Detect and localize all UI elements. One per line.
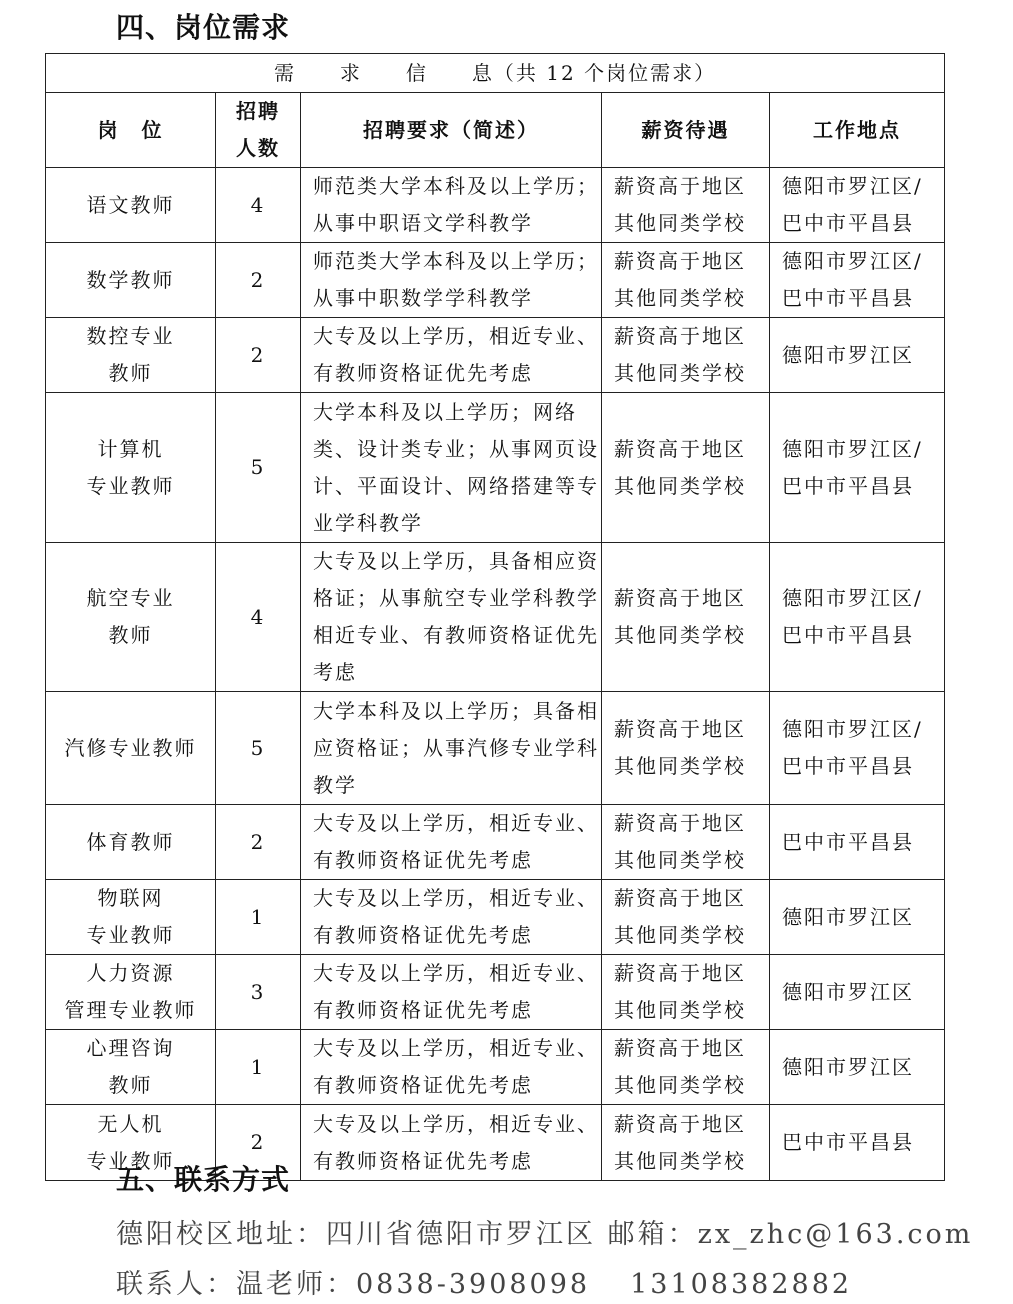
email-value: zx_zhc@163.com [697, 1219, 974, 1250]
requirement-cell [301, 880, 602, 955]
count-cell: 1 [216, 880, 301, 955]
count-cell: 1 [216, 1030, 301, 1105]
table-caption: 需 求 信 息（共 12 个岗位需求） [46, 54, 945, 93]
requirement-cell-line: 考虑 [313, 660, 357, 684]
requirement-cell [301, 543, 602, 692]
address-value: 四川省德阳市罗江区 [326, 1219, 596, 1250]
count-cell: 4 [216, 543, 301, 692]
requirement-cell-line: 有教师资格证优先考虑 [313, 998, 533, 1022]
salary-cell [602, 1030, 770, 1105]
position-cell [46, 243, 216, 318]
requirement-cell [301, 318, 602, 393]
requirement-cell-line: 有教师资格证优先考虑 [313, 1073, 533, 1097]
position-cell-line: 教师 [108, 361, 153, 385]
location-cell [770, 168, 945, 243]
phone-1: 0838-3908098 [356, 1269, 591, 1300]
requirement-cell-line: 类、设计类专业；从事网页设 [313, 436, 599, 461]
requirement-cell-line: 师范类大学本科及以上学历； [313, 249, 599, 273]
count-cell: 5 [216, 393, 301, 543]
location-cell-line: 德阳市罗江区 [782, 342, 914, 367]
position-cell-line: 专业教师 [86, 923, 175, 947]
requirement-cell-line: 大学本科及以上学历；网络 [313, 399, 577, 424]
header-requirement: 招聘要求（简述） [301, 93, 602, 168]
table-row [46, 318, 945, 393]
table-row [46, 955, 945, 1030]
requirement-cell-line: 从事中职语文学科教学 [313, 211, 533, 235]
position-cell-line: 语文教师 [86, 192, 175, 217]
header-salary: 薪资待遇 [602, 93, 770, 168]
requirement-cell-line: 大专及以上学历，相近专业、 [313, 886, 599, 910]
count-cell: 2 [216, 243, 301, 318]
location-cell [770, 318, 945, 393]
location-cell [770, 880, 945, 955]
location-cell [770, 543, 945, 692]
email-label: 邮箱： [607, 1219, 698, 1250]
location-cell-line: 德阳市罗江区 [782, 904, 914, 929]
position-cell-line: 计算机 [97, 436, 164, 461]
header-position: 岗 位 [46, 93, 216, 168]
requirement-cell-line: 大专及以上学历，相近专业、 [313, 324, 599, 348]
requirement-cell-line: 大专及以上学历，相近专业、 [313, 811, 599, 835]
table-row [46, 1030, 945, 1105]
salary-cell-line: 薪资高于地区 [614, 324, 746, 348]
section-5-heading: 五、联系方式 [116, 1163, 291, 1196]
location-cell [770, 1030, 945, 1105]
salary-cell-line: 薪资高于地区 [614, 1111, 746, 1136]
position-cell-line: 数控专业 [86, 324, 175, 348]
location-cell-line: 巴中市平昌县 [782, 286, 914, 310]
salary-cell-line: 其他同类学校 [614, 848, 746, 872]
position-cell [46, 393, 216, 543]
location-cell-line: 德阳市罗江区/ [782, 436, 923, 461]
table-header-row [46, 93, 945, 168]
header-location: 工作地点 [770, 93, 945, 168]
salary-cell [602, 880, 770, 955]
header-count [216, 93, 301, 168]
salary-cell [602, 543, 770, 692]
location-cell [770, 393, 945, 543]
position-cell [46, 543, 216, 692]
salary-cell-line: 薪资高于地区 [614, 811, 746, 835]
position-cell-line: 管理专业教师 [64, 998, 197, 1022]
position-cell-line: 物联网 [97, 886, 164, 910]
position-cell [46, 805, 216, 880]
salary-cell-line: 其他同类学校 [614, 1148, 746, 1173]
table-row [46, 168, 945, 243]
requirement-cell [301, 1105, 602, 1181]
salary-cell [602, 318, 770, 393]
position-cell [46, 168, 216, 243]
requirement-cell [301, 805, 602, 880]
salary-cell-line: 其他同类学校 [614, 361, 746, 385]
salary-cell-line: 其他同类学校 [614, 286, 746, 310]
position-cell [46, 1030, 216, 1105]
salary-cell-line: 其他同类学校 [614, 1073, 746, 1097]
position-cell [46, 880, 216, 955]
table-row [46, 543, 945, 692]
location-cell-line: 德阳市罗江区/ [782, 717, 923, 741]
salary-cell [602, 243, 770, 318]
requirement-cell [301, 243, 602, 318]
job-requirements-table [45, 53, 945, 1181]
position-cell-line: 专业教师 [86, 473, 175, 498]
person-value: 温老师： [236, 1269, 356, 1300]
count-cell: 3 [216, 955, 301, 1030]
requirement-cell [301, 955, 602, 1030]
requirement-cell [301, 692, 602, 805]
salary-cell-line: 薪资高于地区 [614, 436, 746, 461]
location-cell-line: 巴中市平昌县 [782, 829, 914, 854]
requirement-cell [301, 168, 602, 243]
salary-cell [602, 168, 770, 243]
location-cell-line: 德阳市罗江区/ [782, 174, 923, 198]
position-cell-line: 体育教师 [86, 829, 175, 854]
phone-2: 13108382882 [630, 1269, 853, 1300]
salary-cell-line: 薪资高于地区 [614, 717, 746, 741]
count-cell: 2 [216, 318, 301, 393]
location-cell [770, 955, 945, 1030]
position-cell-line: 教师 [108, 623, 153, 647]
location-cell [770, 243, 945, 318]
count-cell: 2 [216, 1105, 301, 1181]
salary-cell [602, 1105, 770, 1181]
salary-cell [602, 955, 770, 1030]
requirement-cell-line: 教学 [313, 772, 357, 797]
requirement-cell [301, 1030, 602, 1105]
salary-cell-line: 其他同类学校 [614, 923, 746, 947]
count-cell: 4 [216, 168, 301, 243]
requirement-cell-line: 大学本科及以上学历；具备相 [313, 698, 599, 723]
location-cell-line: 巴中市平昌县 [782, 211, 914, 235]
table-row [46, 692, 945, 805]
requirement-cell-line: 师范类大学本科及以上学历； [313, 174, 599, 198]
location-cell-line: 德阳市罗江区/ [782, 586, 923, 610]
position-cell [46, 318, 216, 393]
requirement-cell-line: 计、平面设计、网络搭建等专 [313, 473, 599, 498]
location-cell-line: 巴中市平昌县 [782, 1130, 914, 1154]
contact-address-line [116, 1212, 973, 1251]
salary-cell-line: 其他同类学校 [614, 623, 746, 647]
section-4-heading: 四、岗位需求 [116, 11, 291, 44]
table-row [46, 805, 945, 880]
location-cell-line: 德阳市罗江区/ [782, 249, 923, 273]
requirement-cell-line: 大专及以上学历，具备相应资 [313, 549, 599, 573]
salary-cell-line: 薪资高于地区 [614, 961, 746, 985]
location-cell [770, 692, 945, 805]
salary-cell-line: 其他同类学校 [614, 473, 746, 498]
salary-cell-line: 其他同类学校 [614, 211, 746, 235]
position-cell-line: 专业教师 [86, 1148, 175, 1173]
salary-cell-line: 薪资高于地区 [614, 249, 746, 273]
position-cell-line: 人力资源 [86, 961, 175, 985]
salary-cell-line: 其他同类学校 [614, 754, 746, 778]
requirement-cell-line: 有教师资格证优先考虑 [313, 1148, 533, 1173]
position-cell-line: 无人机 [97, 1111, 164, 1136]
header-count-line2: 人数 [236, 136, 280, 160]
salary-cell-line: 薪资高于地区 [614, 1036, 746, 1060]
salary-cell [602, 805, 770, 880]
count-cell: 2 [216, 805, 301, 880]
position-cell-line: 教师 [108, 1073, 153, 1097]
requirement-cell-line: 格证；从事航空专业学科教学 [313, 586, 599, 610]
requirement-cell-line: 大专及以上学历，相近专业、 [313, 961, 599, 985]
position-cell-line: 心理咨询 [86, 1036, 175, 1060]
address-label: 德阳校区地址： [116, 1219, 326, 1250]
requirement-cell-line: 有教师资格证优先考虑 [313, 361, 533, 385]
salary-cell [602, 692, 770, 805]
location-cell-line: 德阳市罗江区 [782, 1054, 914, 1079]
table-row [46, 393, 945, 543]
requirement-cell-line: 有教师资格证优先考虑 [313, 923, 533, 947]
table-caption-row [46, 54, 945, 93]
person-label: 联系人： [116, 1269, 236, 1300]
header-count-line1: 招聘 [236, 99, 280, 123]
position-cell-line: 汽修专业教师 [64, 735, 197, 760]
contact-person-line [116, 1262, 852, 1301]
position-cell-line: 航空专业 [86, 586, 175, 610]
location-cell-line: 巴中市平昌县 [782, 623, 914, 647]
table-row [46, 880, 945, 955]
salary-cell-line: 薪资高于地区 [614, 886, 746, 910]
salary-cell [602, 393, 770, 543]
requirement-cell [301, 393, 602, 543]
location-cell-line: 巴中市平昌县 [782, 754, 914, 778]
position-cell [46, 692, 216, 805]
location-cell-line: 德阳市罗江区 [782, 979, 914, 1004]
requirement-cell-line: 从事中职数学学科教学 [313, 286, 533, 310]
requirement-cell-line: 大专及以上学历，相近专业、 [313, 1036, 599, 1060]
salary-cell-line: 其他同类学校 [614, 998, 746, 1022]
salary-cell-line: 薪资高于地区 [614, 586, 746, 610]
requirement-cell-line: 应资格证；从事汽修专业学科 [313, 735, 599, 760]
location-cell-line: 巴中市平昌县 [782, 473, 914, 498]
table-row [46, 243, 945, 318]
requirement-cell-line: 大专及以上学历，相近专业、 [313, 1111, 599, 1136]
position-cell [46, 955, 216, 1030]
salary-cell-line: 薪资高于地区 [614, 174, 746, 198]
count-cell: 5 [216, 692, 301, 805]
position-cell-line: 数学教师 [86, 267, 175, 292]
requirement-cell-line: 有教师资格证优先考虑 [313, 848, 533, 872]
requirement-cell-line: 业学科教学 [313, 510, 423, 535]
location-cell [770, 1105, 945, 1181]
requirement-cell-line: 相近专业、有教师资格证优先 [313, 623, 599, 647]
location-cell [770, 805, 945, 880]
